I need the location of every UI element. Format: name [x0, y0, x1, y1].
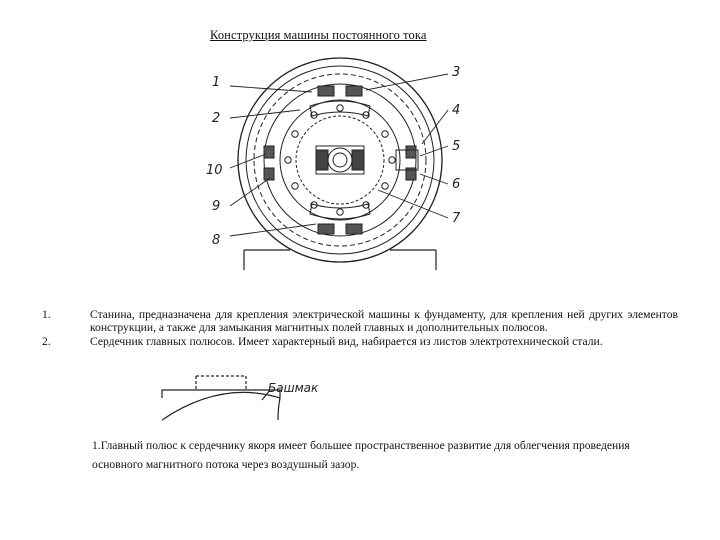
- shaft-core-left: [316, 150, 328, 170]
- list-number: 1.: [42, 308, 51, 321]
- pole-shoe-figure: [150, 372, 320, 428]
- callout-5: 5: [452, 139, 460, 154]
- list-item: [42, 335, 678, 348]
- note-paragraph: 1.Главный полюс к сердечнику якоря имеет большее пространственное развитие для облегчения проведения основного магнитного потока через воздушный зазор.: [92, 439, 630, 471]
- shaft: [328, 148, 352, 172]
- shaft-core-right: [352, 150, 364, 170]
- dc-machine-cross-section: [200, 50, 460, 270]
- callout-7: 7: [452, 211, 460, 226]
- callout-4: 4: [452, 103, 460, 118]
- shoe-label: Башмак: [268, 381, 319, 395]
- pole-shoe-bottom: [310, 204, 370, 219]
- machine-base: [244, 250, 436, 270]
- list-number: 2.: [42, 334, 51, 348]
- callout-8: 8: [212, 233, 221, 248]
- list-item: [42, 308, 678, 335]
- callout-1: 1: [212, 75, 221, 90]
- callout-6: 6: [452, 177, 460, 192]
- shoe-core-outline: [196, 376, 246, 390]
- callout-9: 9: [212, 199, 221, 214]
- shoe-body: [162, 390, 280, 420]
- definition-list: [42, 308, 678, 348]
- pole-shoe-top: [310, 101, 370, 116]
- callout-3: 3: [452, 65, 460, 80]
- callout-10: 10: [206, 163, 223, 178]
- page-title: Конструкция машины постоянного тока: [210, 28, 427, 42]
- callout-2: 2: [212, 111, 221, 126]
- list-text: Станина, предназначена для крепления электрической машины к фундаменту, для крепления ней других элементов конструкции, а также для замыкания магнитных полей главных и дополнительных полюсов.: [90, 308, 678, 335]
- list-text: Сердечник главных полюсов. Имеет характерный вид, набирается из листов электротехнической стали.: [90, 334, 603, 348]
